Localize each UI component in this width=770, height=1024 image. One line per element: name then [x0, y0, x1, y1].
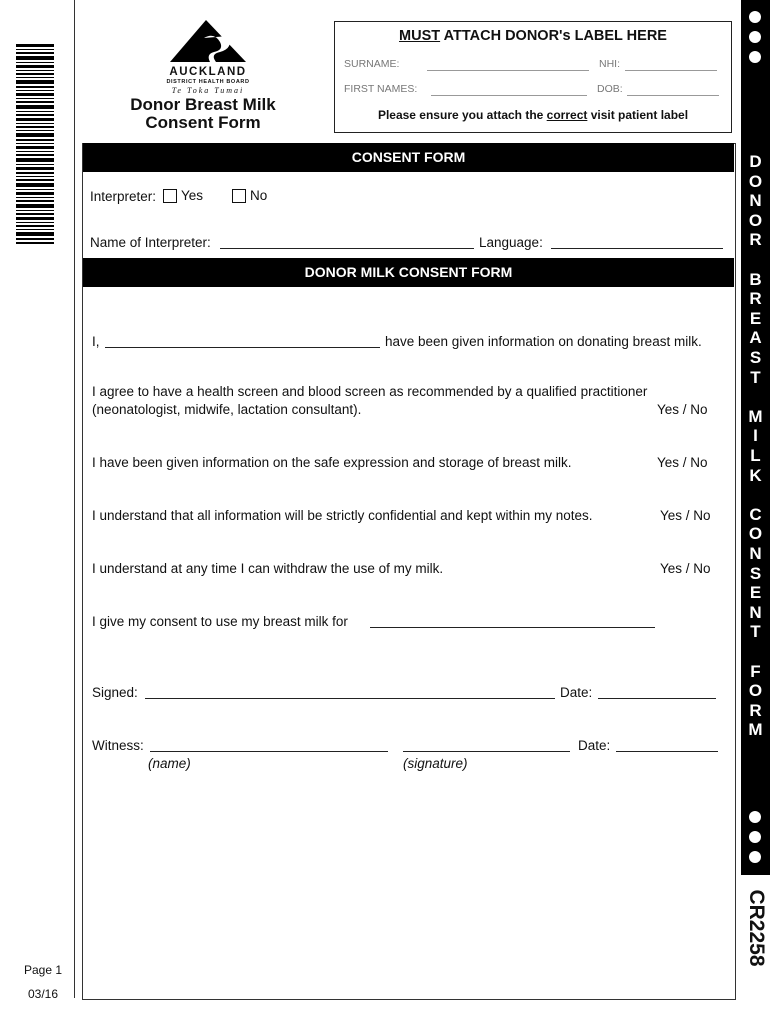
sidebar-letter: N [749, 191, 762, 211]
signature-caption: (signature) [403, 756, 468, 771]
expression-text: I have been given information on the safe expression and storage of breast milk. [92, 455, 572, 470]
label-box-title [335, 28, 731, 44]
sidebar-letter: C [749, 504, 762, 524]
version-date: 03/16 [28, 987, 59, 1001]
sidebar-letter: L [750, 446, 761, 465]
sidebar-bottom-dot-3 [749, 851, 761, 863]
sidebar-letter: I [753, 426, 758, 446]
interpreter-yes-label: Yes [181, 188, 204, 203]
sidebar-letter: M [748, 720, 763, 740]
form-title [110, 96, 296, 132]
page-number: Page 1 [24, 963, 63, 977]
language-field[interactable] [551, 248, 723, 249]
sidebar-letter: A [749, 328, 762, 348]
signed-date-field[interactable] [598, 698, 716, 699]
sidebar-bottom-dot-1 [749, 811, 761, 823]
sidebar-letter: K [749, 465, 762, 485]
sidebar-letter: S [749, 348, 762, 367]
sidebar-letter: O [748, 681, 763, 701]
sidebar-letter: D [749, 152, 762, 171]
name-caption: (name) [148, 756, 191, 771]
witness-label: Witness: [92, 738, 144, 753]
confidential-text: I understand that all information will be strictly confidential and kept within my notes. [92, 508, 593, 523]
sidebar-bottom-dot-2 [749, 831, 761, 843]
sidebar-letter: R [749, 289, 762, 309]
sidebar-letter: S [749, 563, 762, 583]
expression-yes-no[interactable]: Yes / No [657, 455, 708, 470]
agree-line2: (neonatologist, midwife, lactation consultant). [92, 402, 362, 417]
instruction-pre: Please ensure you attach the [377, 108, 547, 122]
label-instruction [335, 108, 731, 122]
witness-date-label: Date: [578, 738, 611, 753]
barcode [16, 44, 54, 244]
sidebar-top-dot-1 [749, 11, 761, 23]
logo-maori: Te Toka Tumai [171, 86, 245, 95]
dob-label: DOB: [597, 83, 623, 95]
right-sidebar [741, 0, 770, 875]
first-names-label: FIRST NAMES: [344, 83, 418, 95]
surname-label: SURNAME: [344, 58, 400, 70]
witness-date-field[interactable] [616, 751, 718, 752]
signed-label: Signed: [92, 685, 138, 700]
sidebar-letter: O [748, 524, 763, 544]
agree-yes-no[interactable]: Yes / No [657, 402, 708, 417]
sidebar-letter: E [749, 583, 762, 603]
form-title-line1: Donor Breast Milk [130, 95, 276, 114]
label-box-title-must: MUST [399, 28, 441, 44]
sidebar-letter: O [748, 171, 763, 191]
form-title-line2: Consent Form [145, 113, 261, 132]
dob-line [627, 95, 719, 96]
interpreter-label: Interpreter: [90, 189, 157, 204]
i-prefix: I, [92, 334, 100, 349]
agree-line1: I agree to have a health screen and blood screen as recommended by a qualified practitioner [92, 384, 648, 399]
donor-milk-bar: DONOR MILK CONSENT FORM [83, 258, 734, 287]
logo-sub: DISTRICT HEALTH BOARD [166, 79, 250, 85]
sidebar-letter: O [748, 210, 763, 230]
signed-field[interactable] [145, 698, 555, 699]
consent-form-bar: CONSENT FORM [83, 143, 734, 172]
adhb-logo [160, 18, 256, 98]
surname-line [427, 70, 589, 71]
sidebar-letter: T [750, 622, 761, 642]
interpreter-no-label: No [250, 188, 268, 203]
logo-name: AUCKLAND [169, 66, 247, 78]
language-label: Language: [479, 235, 543, 250]
sidebar-letter: M [748, 406, 763, 426]
sidebar-letter: T [750, 367, 761, 387]
consent-use-field[interactable] [370, 627, 655, 628]
interpreter-name-label: Name of Interpreter: [90, 235, 211, 250]
instruction-emph: correct [546, 108, 588, 122]
page-border-left [74, 0, 75, 998]
interpreter-yes-checkbox[interactable] [163, 189, 177, 203]
instruction-post: visit patient label [587, 108, 689, 122]
withdraw-text: I understand at any time I can withdraw the use of my milk. [92, 561, 444, 576]
signed-date-label: Date: [560, 685, 593, 700]
sidebar-letter: R [749, 700, 762, 720]
sidebar-letter: E [749, 308, 762, 328]
sidebar-letter: R [749, 230, 762, 250]
first-names-line [431, 95, 587, 96]
adhb-logo-mark [160, 18, 256, 70]
sidebar-top-dot-3 [749, 51, 761, 63]
nhi-line [625, 70, 717, 71]
donor-name-field[interactable] [105, 347, 380, 348]
form-code: CR2258 [745, 889, 768, 967]
withdraw-yes-no[interactable]: Yes / No [660, 561, 711, 576]
donor-label-box [334, 21, 732, 133]
sidebar-letter: N [749, 544, 762, 563]
sidebar-letter: F [750, 661, 761, 681]
interpreter-yes-option[interactable] [163, 188, 203, 203]
interpreter-no-option[interactable] [232, 188, 267, 203]
sidebar-top-dot-2 [749, 31, 761, 43]
witness-signature-field[interactable] [403, 751, 570, 752]
confidential-yes-no[interactable]: Yes / No [660, 508, 711, 523]
i-suffix: have been given information on donating breast milk. [385, 334, 702, 349]
interpreter-name-field[interactable] [220, 248, 474, 249]
witness-name-field[interactable] [150, 751, 388, 752]
sidebar-letter: N [749, 602, 762, 622]
sidebar-letter: B [749, 269, 762, 289]
consent-use-text: I give my consent to use my breast milk for [92, 614, 348, 629]
label-box-title-rest: ATTACH DONOR's LABEL HERE [440, 28, 667, 44]
interpreter-no-checkbox[interactable] [232, 189, 246, 203]
nhi-label: NHI: [599, 58, 620, 70]
